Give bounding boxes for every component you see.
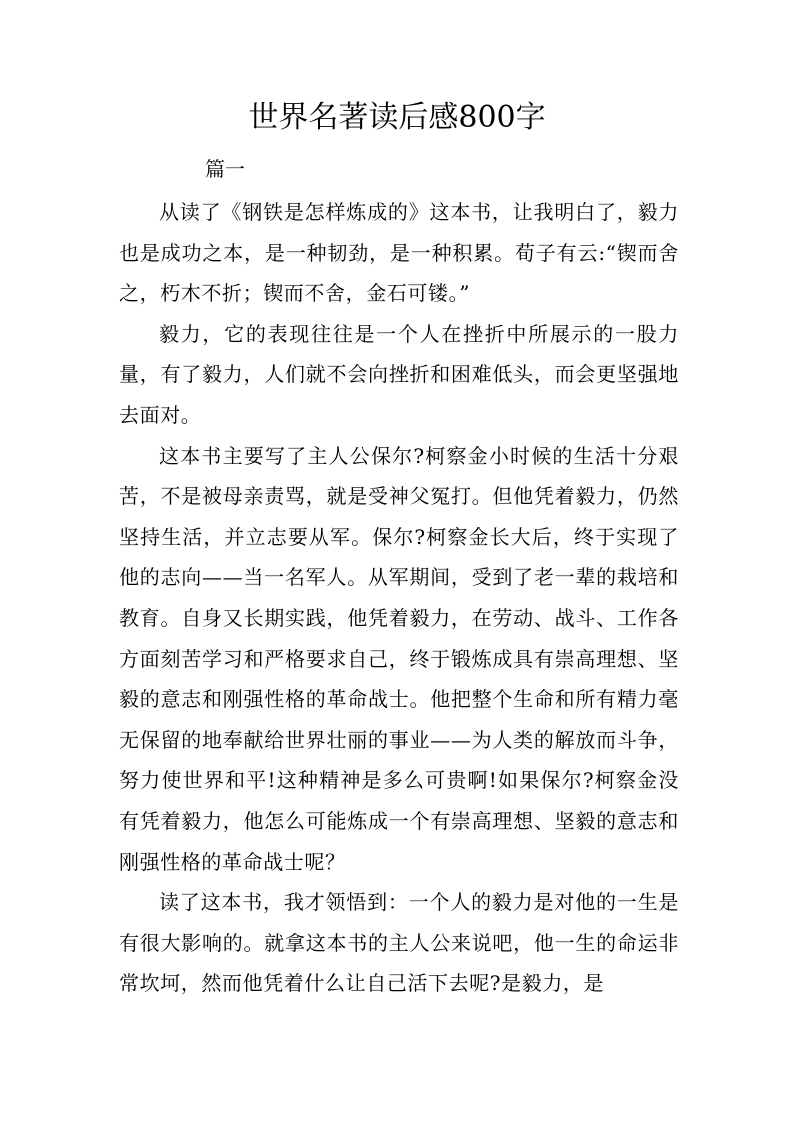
section-label: 篇一	[205, 157, 245, 181]
paragraph: 从读了《钢铁是怎样炼成的》这本书，让我明白了，毅力也是成功之本，是一种韧劲，是一种积累。荀子有云:“锲而舍之，朽木不折；锲而不舍，金石可镂。”	[119, 200, 679, 306]
paragraph: 这本书主要写了主人公保尔?柯察金小时候的生活十分艰苦，不是被母亲责骂，就是受神父冤打。但他凭着毅力，仍然坚持生活，并立志要从军。保尔?柯察金长大后，终于实现了他的志向——当一名军人。从军期间，受到了老一辈的栽培和教育。自身又长期实践，他凭着毅力，在劳动、战斗、工作各方面刻苦学习和严格要求自己，终于锻炼成具有崇高理想、坚毅的意志和刚强性格的革命战士。他把整个生命和所有精力毫无保留的地奉献给世界壮丽的事业——为人类的解放而斗争，努力使世界和平!这种精神是多么可贵啊!如果保尔?柯察金没有凭着毅力，他怎么可能炼成一个有崇高理想、坚毅的意志和刚强性格的革命战士呢？	[119, 443, 679, 874]
document-title: 世界名著读后感800字	[248, 100, 546, 135]
paragraph: 毅力，它的表现往往是一个人在挫折中所展示的一股力量，有了毅力，人们就不会向挫折和困难低头，而会更坚强地去面对。	[119, 321, 679, 427]
paragraph: 读了这本书，我才领悟到：一个人的毅力是对他的一生是有很大影响的。就拿这本书的主人公来说吧，他一生的命运非常坎坷，然而他凭着什么让自己活下去呢?是毅力，是	[119, 890, 679, 996]
document-body	[119, 192, 679, 1004]
